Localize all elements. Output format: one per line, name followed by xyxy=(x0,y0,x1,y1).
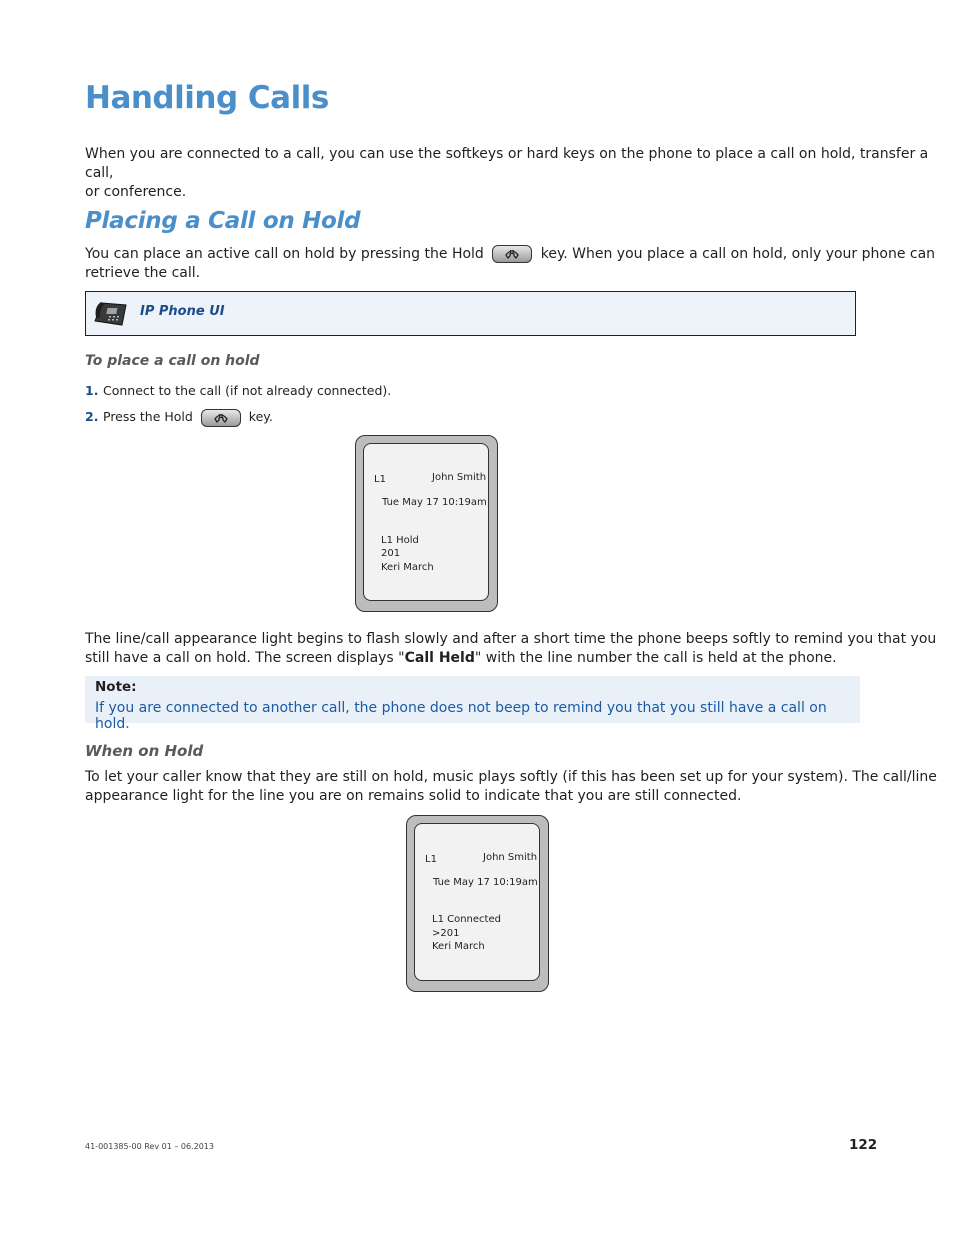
screen-line-label: L1 xyxy=(374,474,386,485)
footer-doc-id: 41-001385-00 Rev 01 – 06.2013 xyxy=(85,1142,214,1151)
desk-phone-icon xyxy=(92,299,130,333)
screen-line-label: L1 xyxy=(425,854,437,865)
ip-phone-ui-box xyxy=(85,291,856,336)
after-hold-paragraph: The line/call appearance light begins to flash slowly and after a short time the phone beeps softly to remind you that you still have a call on hold. The screen displays "Call Held" with the line number the call is held at the phone. xyxy=(85,631,937,666)
page-number: 122 xyxy=(849,1137,878,1153)
screen-datetime: Tue May 17 10:19am xyxy=(382,497,487,508)
note-body: If you are connected to another call, the phone does not beep to remind you that you still have a call on hold. xyxy=(95,700,827,732)
phone-display xyxy=(363,443,489,601)
section-paragraph: You can place an active call on hold by pressing the Hold key. When you place a call on hold, only your phone can retrieve the call. xyxy=(85,246,936,281)
note-box xyxy=(85,676,860,732)
intro-paragraph: When you are connected to a call, you can use the softkeys or hard keys on the phone to place a call on hold, transfer a call, or conference. xyxy=(85,146,929,200)
ip-phone-ui-label: IP Phone UI xyxy=(140,304,225,319)
screen-caller-name: John Smith xyxy=(483,852,538,863)
screen-remote-caller: Keri March xyxy=(432,941,485,952)
procedure-step-1: 1. Connect to the call (if not already connected). xyxy=(85,383,392,398)
hold-key-icon xyxy=(492,245,532,263)
hold-key-icon xyxy=(201,409,241,427)
screen-remote-caller: Keri March xyxy=(381,562,434,573)
screen-datetime: Tue May 17 10:19am xyxy=(433,877,538,888)
section-heading: Placing a Call on Hold xyxy=(85,208,361,234)
phone-screen-connected xyxy=(406,815,549,992)
screen-number: 201 xyxy=(381,548,401,559)
screen-status: L1 Hold xyxy=(381,535,419,546)
phone-screen-hold xyxy=(355,435,498,612)
phone-display xyxy=(414,823,540,981)
screen-caller-name: John Smith xyxy=(432,472,487,483)
procedure-step-2: 2. Press the Hold key. xyxy=(85,408,273,427)
screen-number: >201 xyxy=(432,928,460,939)
when-on-hold-paragraph: To let your caller know that they are still on hold, music plays softly (if this has been set up for your system). The call/line appearance light for the line you are on remains solid to indicate that you are still connected. xyxy=(85,769,937,804)
procedure-heading: To place a call on hold xyxy=(85,353,260,369)
screen-status: L1 Connected xyxy=(432,914,501,925)
note-title: Note: xyxy=(95,679,137,695)
page-title: Handling Calls xyxy=(85,80,329,116)
when-on-hold-heading: When on Hold xyxy=(85,742,204,760)
